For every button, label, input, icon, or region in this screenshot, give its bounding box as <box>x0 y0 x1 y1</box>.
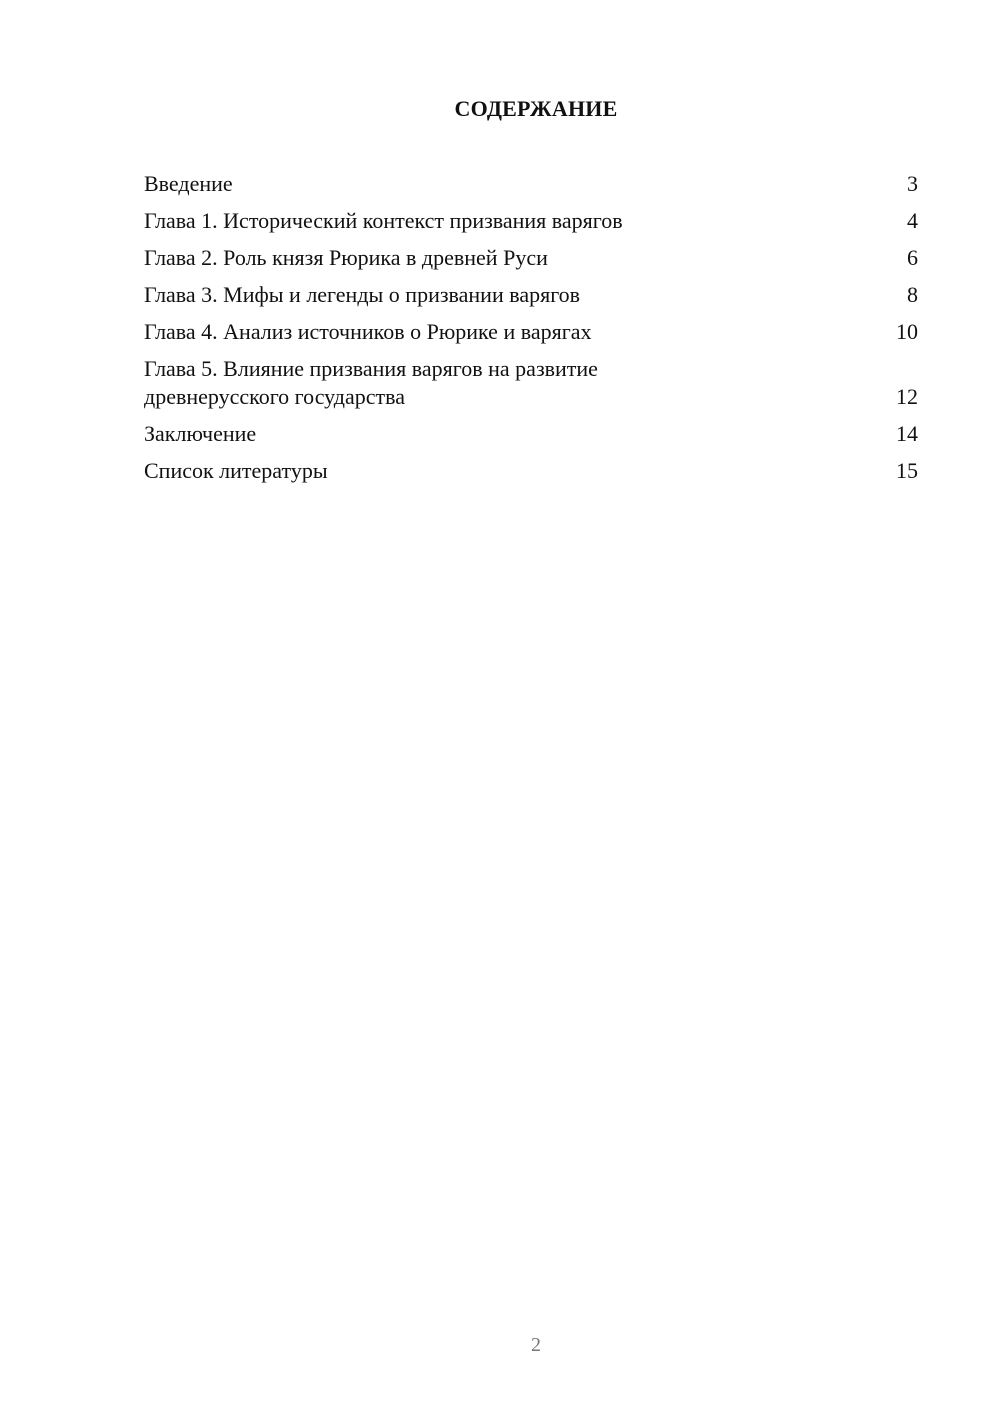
toc-entry-label: Глава 2. Роль князя Рюрика в древней Руси <box>144 245 548 270</box>
toc-entry-page: 6 <box>907 245 918 270</box>
table-of-contents <box>144 170 918 494</box>
toc-entry <box>144 244 918 272</box>
toc-entry-label: Глава 1. Исторический контекст призвания варягов <box>144 208 623 233</box>
toc-entry <box>144 457 918 485</box>
toc-entry <box>144 318 918 346</box>
toc-entry <box>144 420 918 448</box>
page-title: СОДЕРЖАНИЕ <box>454 96 618 121</box>
toc-entry-label: Заключение <box>144 421 257 446</box>
toc-entry-page: 12 <box>896 384 918 409</box>
toc-entry-page: 3 <box>907 171 918 196</box>
toc-entry-page: 14 <box>896 421 918 446</box>
page-number: 2 <box>531 1334 541 1356</box>
toc-entry-label: Глава 5. Влияние призвания варягов на развитие древнерусского государства <box>144 356 598 409</box>
toc-entry-page: 10 <box>896 319 918 344</box>
toc-entry <box>144 170 918 198</box>
toc-entry-label: Введение <box>144 171 233 196</box>
toc-entry <box>144 281 918 309</box>
toc-entry <box>144 207 918 235</box>
toc-entry-label: Глава 4. Анализ источников о Рюрике и варягах <box>144 319 592 344</box>
toc-entry <box>144 355 918 411</box>
toc-entry-page: 8 <box>907 282 918 307</box>
toc-entry-page: 4 <box>907 208 918 233</box>
toc-entry-label: Глава 3. Мифы и легенды о призвании варягов <box>144 282 581 307</box>
toc-entry-page: 15 <box>896 458 918 483</box>
toc-entry-label: Список литературы <box>144 458 328 483</box>
